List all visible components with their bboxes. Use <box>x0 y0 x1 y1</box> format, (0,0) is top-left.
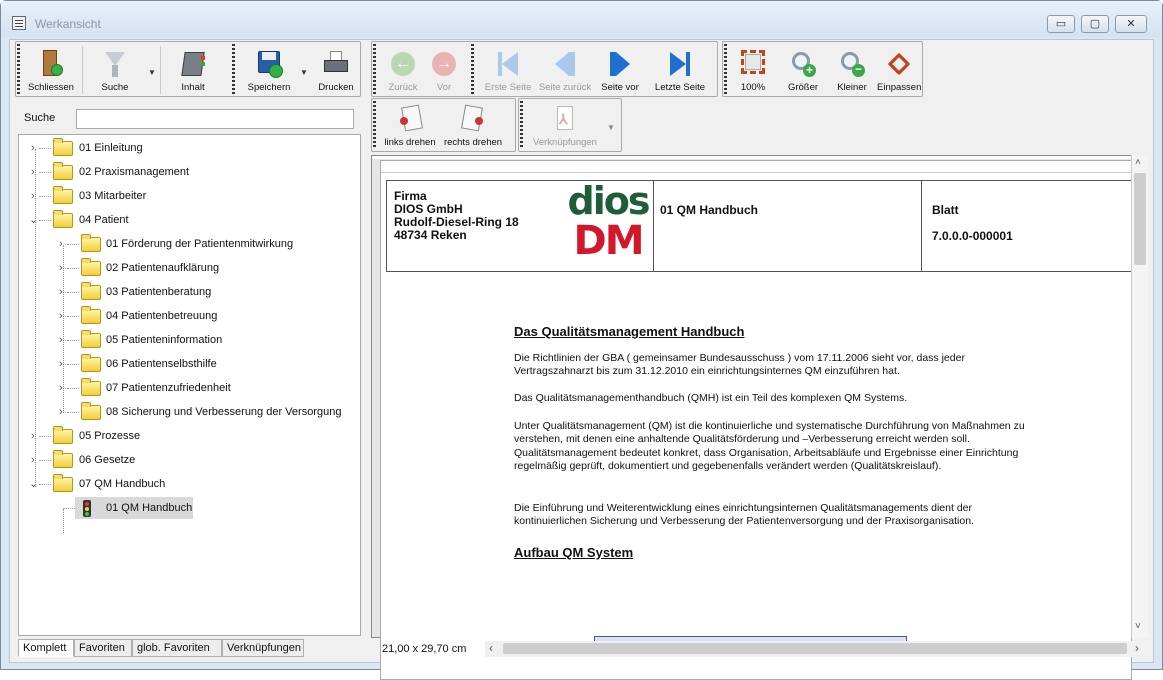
folder-icon <box>53 429 73 444</box>
first-page-button[interactable]: Erste Seite <box>482 48 534 93</box>
folder-icon <box>81 285 101 300</box>
folder-icon <box>81 261 101 276</box>
search-dropdown-arrow[interactable]: ▼ <box>148 68 156 77</box>
tree-node-patient[interactable]: ⌄ 04 Patient <box>29 214 129 226</box>
firm-line-3: Rudolf-Diesel-Ring 18 <box>394 215 519 229</box>
tab-verknuepfungen[interactable]: Verknüpfungen <box>222 639 304 657</box>
printer-icon <box>320 48 352 80</box>
heading-aufbau: Aufbau QM System <box>514 545 634 560</box>
save-dropdown-arrow[interactable]: ▼ <box>300 68 308 77</box>
document-viewer[interactable] <box>371 155 1148 638</box>
title-cell: 01 QM Handbuch <box>654 181 922 271</box>
tree-node-mitarbeiter[interactable]: › 03 Mitarbeiter <box>31 190 147 202</box>
tree-node-patient-07[interactable]: › 07 Patientenzufriedenheit <box>59 382 231 394</box>
tree-node-patient-02[interactable]: › 02 Patientenaufklärung <box>59 262 220 274</box>
heading-qm-handbuch: Das Qualitätsmanagement Handbuch <box>514 324 745 339</box>
zoom-out-button[interactable]: − Kleiner <box>829 48 875 93</box>
left-toolbar <box>15 41 361 97</box>
folder-open-icon <box>53 213 73 228</box>
folder-icon <box>53 165 73 180</box>
funnel-icon <box>99 48 131 80</box>
rotate-left-button[interactable]: links drehen <box>382 103 438 148</box>
zoom-in-button[interactable]: + Größer <box>781 48 825 93</box>
tree-node-patient-05[interactable]: › 05 Patienteninformation <box>59 334 223 346</box>
tree-node-patient-04[interactable]: › 04 Patientenbetreuung <box>59 310 218 322</box>
rotate-left-icon <box>394 103 426 135</box>
folder-icon <box>53 141 73 156</box>
tree-tabs <box>18 639 361 657</box>
tree-node-patient-03[interactable]: › 03 Patientenberatung <box>59 286 212 298</box>
next-page-button[interactable]: Seite vor <box>598 48 642 93</box>
hscroll-thumb[interactable] <box>503 643 1127 654</box>
folder-icon <box>53 453 73 468</box>
tree-node-qm-handbuch-doc[interactable]: 01 QM Handbuch <box>19 497 199 519</box>
search-input[interactable] <box>76 109 354 129</box>
back-button[interactable]: ← Zurück <box>382 48 424 93</box>
paragraph-1: Die Richtlinien der GBA ( gemeinsamer Bundesausschuss ) vom 17.11.2006 sieht vor, dass jeder Vertragszahnarzt bis zum 31.12.2010 ein einrichtungsinternes QM einzuführen hat. <box>514 352 965 378</box>
app-icon <box>12 16 26 30</box>
tree-node-patient-06[interactable]: › 06 Patientenselbsthilfe <box>59 358 217 370</box>
book-icon <box>177 48 209 80</box>
tree-node-patient-01[interactable]: › 01 Förderung der Patientenmitwirkung <box>59 238 294 250</box>
tab-favoriten[interactable]: Favoriten <box>74 639 132 657</box>
folder-open-icon <box>53 477 73 492</box>
dios-logo: dios DM <box>567 179 649 264</box>
firm-cell <box>387 181 654 271</box>
back-arrow-icon: ← <box>387 48 419 80</box>
rotate-right-button[interactable]: rechts drehen <box>442 103 504 148</box>
last-page-button[interactable]: Letzte Seite <box>652 48 708 93</box>
page-size-status: 21,00 x 29,70 cm <box>382 643 467 655</box>
vertical-scrollbar[interactable] <box>1131 155 1148 638</box>
links-dropdown-arrow[interactable]: ▼ <box>607 123 615 132</box>
traffic-light-icon <box>83 500 91 517</box>
scroll-up-icon[interactable]: ˄ <box>1135 157 1141 168</box>
search-label: Suche <box>24 112 56 124</box>
sheet-cell: Blatt 7.0.0.0-000001 <box>932 203 1013 243</box>
links-button[interactable]: ⅄ Verknüpfungen <box>527 103 603 148</box>
fit-page-button[interactable]: Einpassen <box>877 48 921 93</box>
zoom-100-button[interactable]: 100% <box>731 48 775 93</box>
firm-line-1: Firma <box>394 189 427 203</box>
maximize-button[interactable]: ▢ <box>1081 15 1109 33</box>
pdf-icon: ⅄ <box>549 103 581 135</box>
tab-glob-favoriten[interactable]: glob. Favoriten <box>132 639 222 657</box>
zoom-toolbar <box>722 41 923 97</box>
folder-icon <box>81 357 101 372</box>
client-area <box>9 39 1154 663</box>
folder-icon <box>53 189 73 204</box>
document-tree <box>18 134 361 636</box>
paragraph-2: Das Qualitätsmanagementhandbuch (QMH) ist ein Teil des komplexen QM Systems. <box>514 392 908 404</box>
tree-node-gesetze[interactable]: › 06 Gesetze <box>31 454 136 466</box>
tab-komplett[interactable]: Komplett <box>18 639 74 657</box>
title-bar <box>1 1 1162 37</box>
scroll-left-icon[interactable]: ‹ <box>489 641 493 655</box>
close-window-button[interactable]: ✕ <box>1115 15 1147 33</box>
close-doc-button[interactable]: Schliessen <box>26 48 76 93</box>
prev-page-icon <box>549 48 581 80</box>
scroll-down-icon[interactable]: ˅ <box>1135 621 1141 632</box>
tree-node-prozesse[interactable]: › 05 Prozesse <box>31 430 141 442</box>
forward-button[interactable]: → Vor <box>426 48 462 93</box>
rotate-right-icon <box>457 103 489 135</box>
folder-icon <box>81 309 101 324</box>
horizontal-scrollbar[interactable] <box>485 641 1148 657</box>
window-title: Werkansicht <box>35 17 101 31</box>
folder-icon <box>81 237 101 252</box>
scroll-thumb[interactable] <box>1134 173 1146 265</box>
floppy-disk-icon <box>253 48 285 80</box>
search-button[interactable]: Suche <box>92 48 138 93</box>
links-toolbar <box>518 98 622 152</box>
tree-node-praxismanagement[interactable]: › 02 Praxismanagement <box>31 166 190 178</box>
next-page-icon <box>604 48 636 80</box>
exit-door-icon <box>35 48 67 80</box>
rotate-toolbar <box>371 98 516 152</box>
folder-icon <box>81 333 101 348</box>
forward-arrow-icon: → <box>428 48 460 80</box>
folder-icon <box>81 381 101 396</box>
firm-line-2: DIOS GmbH <box>394 202 463 216</box>
firm-line-4: 48734 Reken <box>394 228 467 242</box>
zoom-actual-icon <box>737 48 769 80</box>
print-button[interactable]: Drucken <box>314 48 358 93</box>
document-header-table <box>386 180 1144 272</box>
tree-node-einleitung[interactable]: › 01 Einleitung <box>31 142 143 154</box>
first-page-icon <box>492 48 524 80</box>
zoom-in-icon: + <box>787 48 819 80</box>
paragraph-3: Unter Qualitätsmanagement (QM) ist die kontinuierliche und systematische Durchführung von Maßnahmen zu verstehen, mit denen eine anhaltende Qualitätsförderung und –Verbesserung erreicht werden soll. Qualitätsmanagement bedeutet konkret, dass Organisation, Arbeitsabläufe und Ergebnisse einer Einrichtung regelmäßig geprüft, dokumentiert und gegebenenfalls verändert werden (Qualitätskreislauf). <box>514 420 1025 473</box>
tree-node-patient-08[interactable]: › 08 Sicherung und Verbesserung der Versorgung <box>59 406 342 418</box>
fit-arrows-icon <box>883 48 915 80</box>
navigation-toolbar <box>371 41 718 97</box>
content-button[interactable]: Inhalt <box>168 48 218 93</box>
save-button[interactable]: Speichern <box>244 48 294 93</box>
paragraph-4: Die Einführung und Weiterentwicklung eines einrichtungsinternen Qualitätsmanagements dient der kontinuierlichen Sicherung und Verbesserung der Patientenversorgung und der Praxisorganisation. <box>514 502 974 528</box>
minimize-button[interactable]: ▭ <box>1047 15 1075 33</box>
tree-node-qm-handbuch[interactable]: ⌄ 07 QM Handbuch <box>29 478 166 490</box>
zoom-out-icon: − <box>836 48 868 80</box>
scroll-right-icon[interactable]: › <box>1135 641 1139 655</box>
prev-page-button[interactable]: Seite zurück <box>536 48 594 93</box>
last-page-icon <box>664 48 696 80</box>
folder-icon <box>81 405 101 420</box>
